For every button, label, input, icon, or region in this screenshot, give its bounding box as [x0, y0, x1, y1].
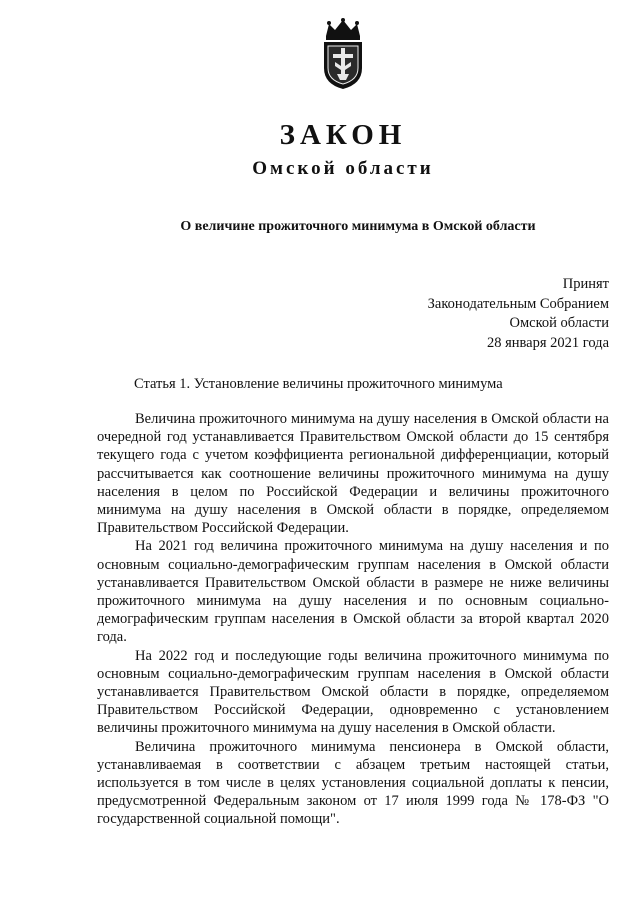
article-paragraph: Величина прожиточного минимума пенсионера в Омской области, устанавливаемая в соответствии с абзацем третьим настоящей статьи, используется в том числе в целях установления социальной доплаты к пенсии, предусмотренной Федеральным законом от 17 июля 1999 года № 178-ФЗ "О государственной социальной помощи". [97, 738, 609, 828]
omsk-coat-of-arms-icon [318, 18, 368, 90]
article-body [97, 410, 609, 829]
adoption-line: Омской области [509, 315, 609, 331]
adoption-block [428, 275, 609, 353]
law-title: ЗАКОН [279, 119, 407, 151]
article-paragraph: На 2022 год и последующие годы величина прожиточного минимума по основным социально-демографическим группам населения в Омской области устанавливается Правительством Омской области в порядке, определяемом Правительством Российской Федерации, одновременно с установлением величины прожиточного минимума на душу населения в Омской области. [97, 647, 609, 737]
article-paragraph: На 2021 год величина прожиточного минимума на душу населения и по основным социально-демографическим группам населения в Омской области устанавливается Правительством Омской области в размере не ниже величины прожиточного минимума на душу населения и по основным социально-демографическим группам населения в Омской области за второй квартал 2020 года. [97, 538, 609, 646]
article-heading: Статья 1. Установление величины прожиточного минимума [134, 376, 503, 392]
region-subtitle: Омской области [252, 158, 434, 179]
adoption-date: 28 января 2021 года [486, 334, 609, 351]
article-paragraph: Величина прожиточного минимума на душу населения в Омской области на очередной год устанавливается Правительством Омской области до 15 сентября текущего года с учетом коэффициента региональной дифференциации, который рассчитывается как соотношение величины прожиточного минимума на душу населения в целом по Российской Федерации и величины прожиточного минимума на душу населения в Омской области в порядке, определяемом Правительством Российской Федерации. [97, 411, 609, 537]
law-subject-title: О величине прожиточного минимума в Омской области [180, 219, 536, 234]
adoption-line: Законодательным Собранием [427, 295, 609, 312]
adoption-line: Принят [562, 276, 609, 292]
